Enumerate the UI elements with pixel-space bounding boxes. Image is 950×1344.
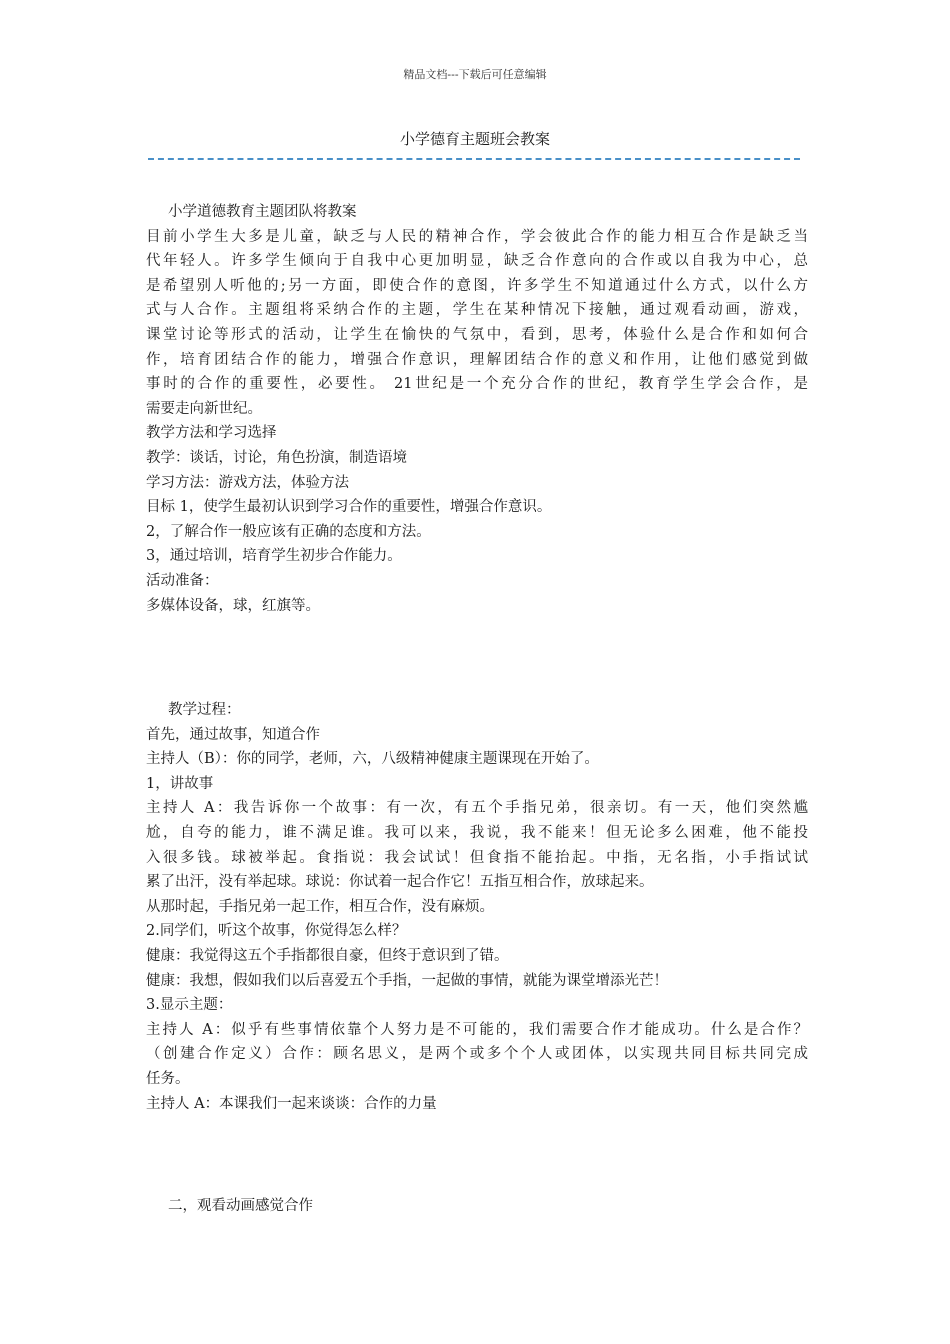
story-line: 主持人 A：我告诉你一个故事：有一次，有五个手指兄弟，很亲切。有一天，他们突然尴 — [146, 800, 808, 817]
theme-heading: 3.显示主题： — [146, 997, 233, 1014]
section-teaching-process — [146, 698, 808, 1116]
theme-line: （创建合作定义）合作：顾名思义，是两个或多个个人或团体，以实现共同目标共同完成 — [146, 1046, 808, 1063]
story-ending: 从那时起，手指兄弟一起工作，相互合作，没有麻烦。 — [146, 898, 494, 915]
paragraph-line: 作，培育团结合作的能力，增强合作意识，理解团结合作的意义和作用，让他们感觉到做 — [146, 351, 808, 368]
document-title: 小学德育主题班会教案 — [399, 130, 550, 148]
answer-line: 健康：我想，假如我们以后喜爱五个手指，一起做的事情，就能为课堂增添光芒！ — [146, 972, 668, 989]
closing-line: 主持人 A：本课我们一起来谈谈：合作的力量 — [146, 1095, 437, 1112]
section-heading: 教学过程： — [168, 702, 241, 718]
header-note: 精品文档---下载后可任意编辑 — [403, 68, 547, 81]
story-line: 入很多钱。球被举起。食指说：我会试试！但食指不能抬起。中指，无名指，小手指试试 — [146, 849, 808, 866]
step-heading: 首先，通过故事，知道合作 — [146, 726, 320, 743]
section-heading: 小学道德教育主题团队将教案 — [168, 204, 357, 220]
methods-heading: 教学方法和学习选择 — [146, 425, 277, 442]
story-line: 累了出汗，没有举起球。球说：你试着一起合作它！五指互相合作，放球起来。 — [146, 874, 654, 891]
answer-line: 健康：我觉得这五个手指都很自豪，但终于意识到了错。 — [146, 947, 509, 964]
goal-item: 2，了解合作一般应该有正确的态度和方法。 — [146, 523, 431, 540]
goal-item: 目标 1，使学生最初认识到学习合作的重要性，增强合作意识。 — [146, 499, 552, 516]
paragraph-line: 是希望别人听他的;另一方面，即使合作的意图，许多学生不知道通过什么方式，以什么方 — [146, 277, 808, 294]
theme-line: 主持人 A：似乎有些事情依靠个人努力是不可能的，我们需要合作才能成功。什么是合作？ — [146, 1021, 808, 1038]
section-introduction — [146, 200, 808, 618]
title-divider — [148, 158, 800, 160]
section-heading: 二，观看动画感觉合作 — [168, 1198, 313, 1214]
story-heading: 1，讲故事 — [146, 775, 214, 792]
question-heading: 2.同学们，听这个故事，你觉得怎么样？ — [146, 923, 407, 940]
teaching-method: 教学：谈话，讨论，角色扮演，制造语境 — [146, 449, 407, 466]
section-animation — [146, 1194, 808, 1219]
paragraph-line: 需要走向新世纪。 — [146, 400, 262, 417]
paragraph-line: 事时的合作的重要性，必要性。 21世纪是一个充分合作的世纪，教育学生学会合作，是 — [146, 376, 808, 393]
goal-item: 3，通过培训，培育学生初步合作能力。 — [146, 548, 402, 565]
story-line: 尬，自夸的能力，谁不满足谁。我可以来，我说，我不能来！但无论多么困难，他不能投 — [146, 824, 808, 841]
paragraph-line: 代年轻人。许多学生倾向于自我中心更加明显，缺乏合作意向的合作或以自我为中心，总 — [146, 253, 808, 270]
paragraph-line: 式与人合作。主题组将采纳合作的主题，学生在某种情况下接触，通过观看动画，游戏， — [146, 302, 808, 319]
paragraph-line: 目前小学生大多是儿童，缺乏与人民的精神合作，学会彼此合作的能力相互合作是缺乏当 — [146, 228, 808, 245]
theme-line: 任务。 — [146, 1070, 190, 1087]
paragraph-line: 课堂讨论等形式的活动，让学生在愉快的气氛中，看到，思考，体验什么是合作和如何合 — [146, 326, 808, 343]
host-b-line: 主持人（B）：你的同学，老师，六，八级精神健康主题课现在开始了。 — [146, 751, 599, 768]
preparation-heading: 活动准备： — [146, 572, 219, 589]
preparation-items: 多媒体设备，球，红旗等。 — [146, 597, 320, 614]
learning-method: 学习方法：游戏方法，体验方法 — [146, 474, 349, 491]
